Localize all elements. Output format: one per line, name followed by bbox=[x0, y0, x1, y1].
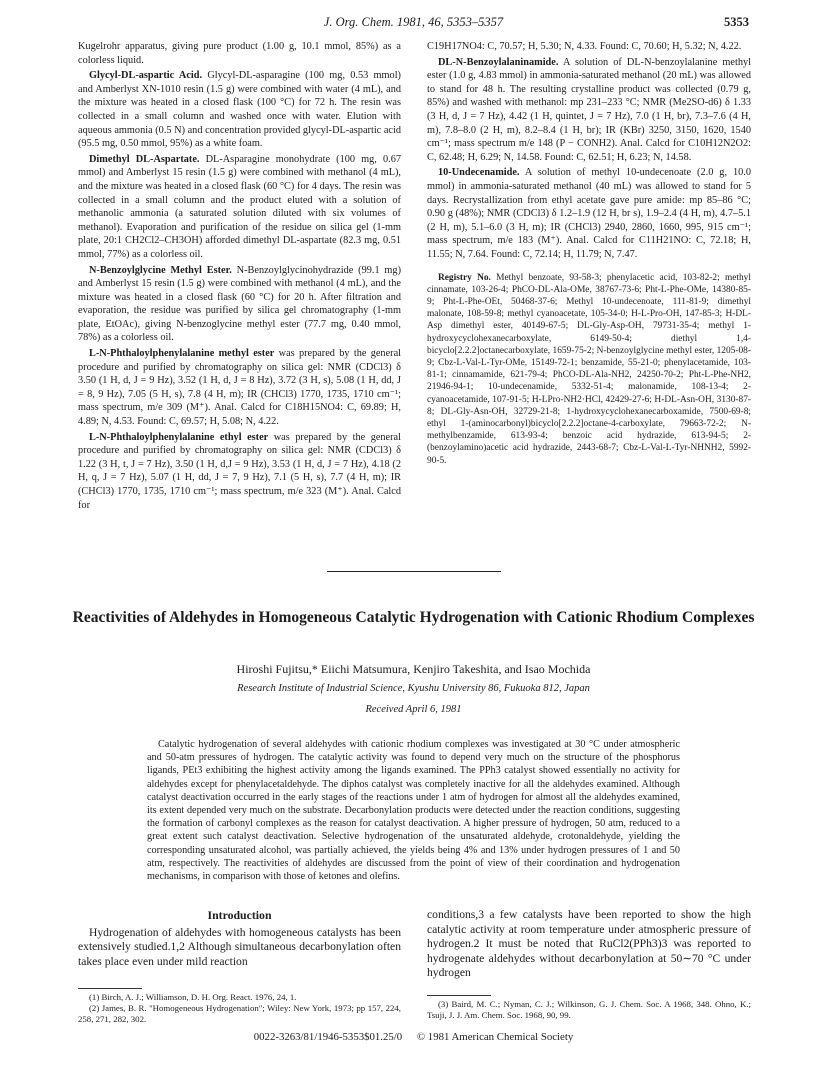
paragraph-heading: 10-Undecenamide. bbox=[438, 167, 520, 179]
footnote-rule bbox=[78, 988, 142, 989]
paragraph-text: DL-Asparagine monohydrate (100 mg, 0.67 mmol) and Amberlyst 15 resin (1.5 g) were combined with methanol (4 mL), and the mixture was heated in a closed flask (60 °C) for 4 days. The resin was collected in a small column and the product eluted with a solution of methanolic ammonia (a saturated solution diluted with six volumes of methanol). Evaporation and purification of the residue on silica gel (1-mm plate, 20:1 CH2Cl2–CH3OH) afforded dimethyl DL-aspartate (82.3 mg, 0.51 mmol, 77%) as a colorless oil. bbox=[78, 153, 401, 260]
paragraph-text: was prepared by the general procedure and purified by chromatography on silica gel: NMR (CDCl3) δ 3.50 (1 H, d, J = 9 Hz), 3.52 (1 H, d, J = 8 Hz), 3.72 (3 H, s), 5.08 (1 H, dd, J = 8, 9 Hz), 7.05 (5 H, s), 7.8 (4 H, m); IR (CHCl3) 1770, 1735, 1710 cm⁻¹; mass spectrum, m/e 309 (M⁺). Anal. Calcd for C18H15NO4: C, 69.89; H, 4.89; N, 4.53. Found: C, 69.57; H, 5.08; N, 4.22. bbox=[78, 348, 401, 428]
paragraph-text: Kugelrohr apparatus, giving pure product (1.00 g, 10.1 mmol, 85%) as a colorless liquid. bbox=[78, 41, 401, 66]
registry-numbers bbox=[427, 272, 751, 467]
footnote: (2) James, B. R. "Homogeneous Hydrogenation"; Wiley: New York, 1973; pp 157, 224, 258, 271, 282, 302. bbox=[78, 1003, 401, 1024]
introduction-right bbox=[427, 908, 751, 981]
section-heading: Introduction bbox=[207, 908, 272, 922]
paragraph-text: was prepared by the general procedure and purified by chromatography on silica gel: NMR (CDCl3) δ 1.22 (3 H, t, J = 7 Hz), 3.50 (1 H, d,J = 9 Hz), 3.53 (1 H, d, J = 7 Hz), 4.18 (2 H, q, J = 7 Hz), 5.07 (1 H, dd, J = 7, 9 Hz), 7.1 (5 H, s), 7.7 (4 H, m); IR (CHCl3) 1770, 1735, 1710 cm⁻¹; mass spectrum, m/e 323 (M⁺). Anal. Calcd for bbox=[78, 431, 401, 511]
copyright: © 1981 American Chemical Society bbox=[416, 1031, 574, 1043]
received-date: Received April 6, 1981 bbox=[365, 704, 462, 715]
paragraph bbox=[427, 40, 751, 54]
paragraph-text: Glycyl-DL-asparagine (100 mg, 0.53 mmol) and Amberlyst XN-1010 resin (1.5 g) were combined with water (4 mL), and the mixture was heated in a closed flask (100 °C) for 72 h. The resin was collected in a small column and washed once with water. Elution with aqueous ammonia (0.5 N) and concentration provided glycyl-DL-aspartic acid (95.5 mg, 0.50 mmol, 95%) as a white foam. bbox=[78, 70, 401, 150]
paragraph-heading: L-N-Phthaloylphenylalanine methyl ester bbox=[89, 348, 275, 360]
registry-text: Methyl benzoate, 93-58-3; phenylacetic acid, 103-82-2; methyl cinnamate, 103-26-4; PhCO-DL-Ala-OMe, 38767-73-6; Pht-L-Phe-OMe, 14380-85-9; Pht-L-Phe-OEt, 50468-37-6; Methyl 10-undecenoate, 111-81-9; dimethyl malonate, 108-59-8; methyl cyanoacetate, 105-34-0; H-L-Pro-OH, 147-85-3; H-DL-Asp dimethyl ester, 40149-67-5; DL-Gly-Asp-OH, 79731-35-4; methyl 1-hydroxycyclohexanecarboxylate, 6149-50-4; diethyl 1,4-bicyclo[2.2.2]octanecarboxylate, 1659-75-2; N-benzoylglycine methyl ester, 1205-08-9; Cbz-L-Val-L-Tyr-OMe, 15149-72-1; benzamide, 55-21-0; phenylacetamide, 103-81-1; cinnamamide, 621-79-4; PhCO-DL-Ala-NH2, 24250-70-2; Pht-L-Phe-NH2, 21946-94-1; 10-undecenamide, 5332-51-4; malonamide, 108-13-4; 2-cyanoacetamide, 107-91-5; H-LPro-NH2·HCl, 42429-27-6; H-DL-Asn-OH, 3130-87-8; DL-Gly-Asn-OH, 32729-21-8; 1-hydroxycyclohexanecarboxamide, 7500-69-8; ethyl 1-(aminocarbonyl)bicyclo[2.2.2]octane-4-carboxylate, 79663-72-2; N-methylbenzamide, 613-93-4; benzoic acid hydrazide, 613-94-5; 2-(benzoylamino)acetic acid hydrazide, 2443-68-7; Cbz-L-Val-L-Tyr-NHNH2, 5992-90-5. bbox=[427, 272, 751, 466]
paragraph bbox=[78, 69, 401, 151]
page-footer bbox=[0, 1031, 827, 1043]
paragraph-heading: DL-N-Benzoylalaninamide. bbox=[438, 56, 559, 68]
footnote-rule bbox=[427, 995, 491, 996]
footnote: (3) Baird, M. C.; Nyman, C. J.; Wilkinson, G. J. Chem. Soc. A 1968, 348. Ohno, K.; Tsuji, J. J. Am. Chem. Soc. 1968, 90, 99. bbox=[427, 999, 751, 1020]
footnotes-left bbox=[78, 992, 401, 1025]
paragraph-heading: N-Benzoylglycine Methyl Ester. bbox=[89, 264, 232, 276]
footnotes-right bbox=[427, 999, 751, 1021]
introduction-left bbox=[78, 908, 401, 969]
page-number: 5353 bbox=[724, 15, 749, 29]
journal-citation: J. Org. Chem. 1981, 46, 5353–5357 bbox=[323, 15, 504, 29]
intro-paragraph: Hydrogenation of aldehydes with homogeneous catalysts has been extensively studied.1,2 Although simultaneous decarbonylation often takes place even under mild reaction bbox=[78, 925, 401, 968]
article-title: Reactivities of Aldehydes in Homogeneous Catalytic Hydrogenation with Cationic Rhodium Complexes bbox=[72, 609, 755, 626]
paragraph-heading: L-N-Phthaloylphenylalanine ethyl ester bbox=[89, 431, 269, 443]
paragraph-heading: Glycyl-DL-aspartic Acid. bbox=[89, 70, 203, 82]
left-column bbox=[78, 40, 401, 514]
paragraph bbox=[427, 166, 751, 261]
paragraph bbox=[78, 153, 401, 262]
paragraph-heading: Dimethyl DL-Aspartate. bbox=[89, 153, 200, 165]
paragraph bbox=[78, 347, 401, 429]
paragraph bbox=[78, 40, 401, 67]
paragraph bbox=[427, 56, 751, 165]
article-authors: Hiroshi Fujitsu,* Eiichi Matsumura, Kenjiro Takeshita, and Isao Mochida bbox=[236, 662, 591, 676]
registry-heading: Registry No. bbox=[438, 272, 491, 283]
footnote: (1) Birch, A. J.; Williamson, D. H. Org. React. 1976, 24, 1. bbox=[89, 992, 297, 1002]
article-code: 0022-3263/81/1946-5353$01.25/0 bbox=[253, 1031, 403, 1043]
paragraph-text: N-Benzoylglycinohydrazide (99.1 mg) and Amberlyst 15 resin (1.5 g) were combined with methanol (4 mL), and the mixture was heated in a closed flask (60 °C) for 20 h. After filtration and evaporation, the residue was purified by silica gel chromatography (1-mm plate, EtOAc), giving N-benzoglycine methyl ester (77.7 mg, 0.40 mmol, 78%) as a colorless oil. bbox=[78, 264, 401, 344]
running-head bbox=[0, 15, 827, 33]
paragraph-text: A solution of DL-N-benzoylalanine methyl ester (1.0 g, 4.83 mmol) in ammonia-saturated methanol (20 mL) was allowed to stand for 48 h. The resulting crystalline product was collected (0.79 g, 85%) and washed with methanol: mp 231–233 °C; NMR (Me2SO-d6) δ 1.33 (3 H, d, J = 7 Hz), 4.42 (1 H, quintet, J = 7 Hz), 7.0 (1 H, br), 7.3–7.6 (4 H, m), 7.8–8.0 (2 H, m), 8.2–8.4 (1 H, br); IR (KBr) 3250, 3150, 1620, 1540 cm⁻¹; mass spectrum m/e 148 (P − CONH2). Anal. Calcd for C10H12N2O2: C, 62.48; H, 6.29; N, 14.58. Found: C, 62.51; H, 6.23; N, 14.58. bbox=[427, 56, 751, 163]
paragraph-text: A solution of methyl 10-undecenoate (2.0 g, 10.0 mmol) in ammonia-saturated methanol (40 mL) was allowed to stand for 5 days. Recrystallization from ethyl acetate gave pure amide: mp 85–86 °C; 0.90 g (48%); NMR (CDCl3) δ 1.2–1.9 (12 H, br s), 1.9–2.4 (4 H, m), 4.7–5.1 (2 H, m), 5.1–6.0 (3 H, m); IR (CHCl3) 2940, 2860, 1660, 995, 915 cm⁻¹; mass spectrum, m/e 183 (M⁺). Anal. Calcd for C11H21NO: C, 72.18; H, 11.55; N, 7.64. Found: C, 72.14; H, 11.79; N, 7.47. bbox=[427, 167, 751, 260]
paragraph bbox=[78, 431, 401, 513]
intro-paragraph: conditions,3 a few catalysts have been reported to show the high catalytic activity at room temperature under atmospheric pressure of hydrogen.2 It must be noted that RuCl2(PPh3)3 was reported to hydrogenate aldehydes without decarbonylation at 50∼70 °C under hydrogen bbox=[427, 908, 751, 979]
paragraph-text: C19H17NO4: C, 70.57; H, 5.30; N, 4.33. Found: C, 70.60; H, 5.32; N, 4.22. bbox=[427, 41, 742, 52]
paragraph bbox=[78, 264, 401, 346]
right-column bbox=[427, 40, 751, 469]
abstract: Catalytic hydrogenation of several aldehydes with cationic rhodium complexes was investigated at 30 °C under atmospheric and 50-atm pressures of hydrogen. The catalytic activity was found to depend very much on the structure of the phosphorus ligands, PEt3 exhibiting the highest activity among the ligands examined. The PPh3 catalyst showed essentially no activity for aldehydes except for phenylacetaldehyde. The diphos catalyst was completely inactive for all the aldehydes examined. Although catalyst deactivation occurred in the early stages of the reactions under 1 atm of hydrogen for almost all the aldehydes examined, its extent depended very much on the substrate. Decarbonylation products were detected under the reaction conditions, suggesting the formation of carbonyl complexes as the reason for catalyst deactivation. A higher pressure of hydrogen, 50 atm, reduced to a great extent such catalyst deactivation. Selective hydrogenation of the unsaturated aldehyde, crotonaldehyde, yielding the corresponding unsaturated alcohol, was partially achieved, the yields being 4% and 13% under hydrogen pressures of 1 and 50 atm, respectively. The reactivities of aldehydes are discussed from the point of view of their coordination and hydrogenation mechanisms, in comparison with those of ketones and olefins. bbox=[147, 739, 680, 883]
section-divider bbox=[327, 571, 501, 572]
article-affiliation: Research Institute of Industrial Science, Kyushu University 86, Fukuoka 812, Japan bbox=[237, 683, 590, 694]
